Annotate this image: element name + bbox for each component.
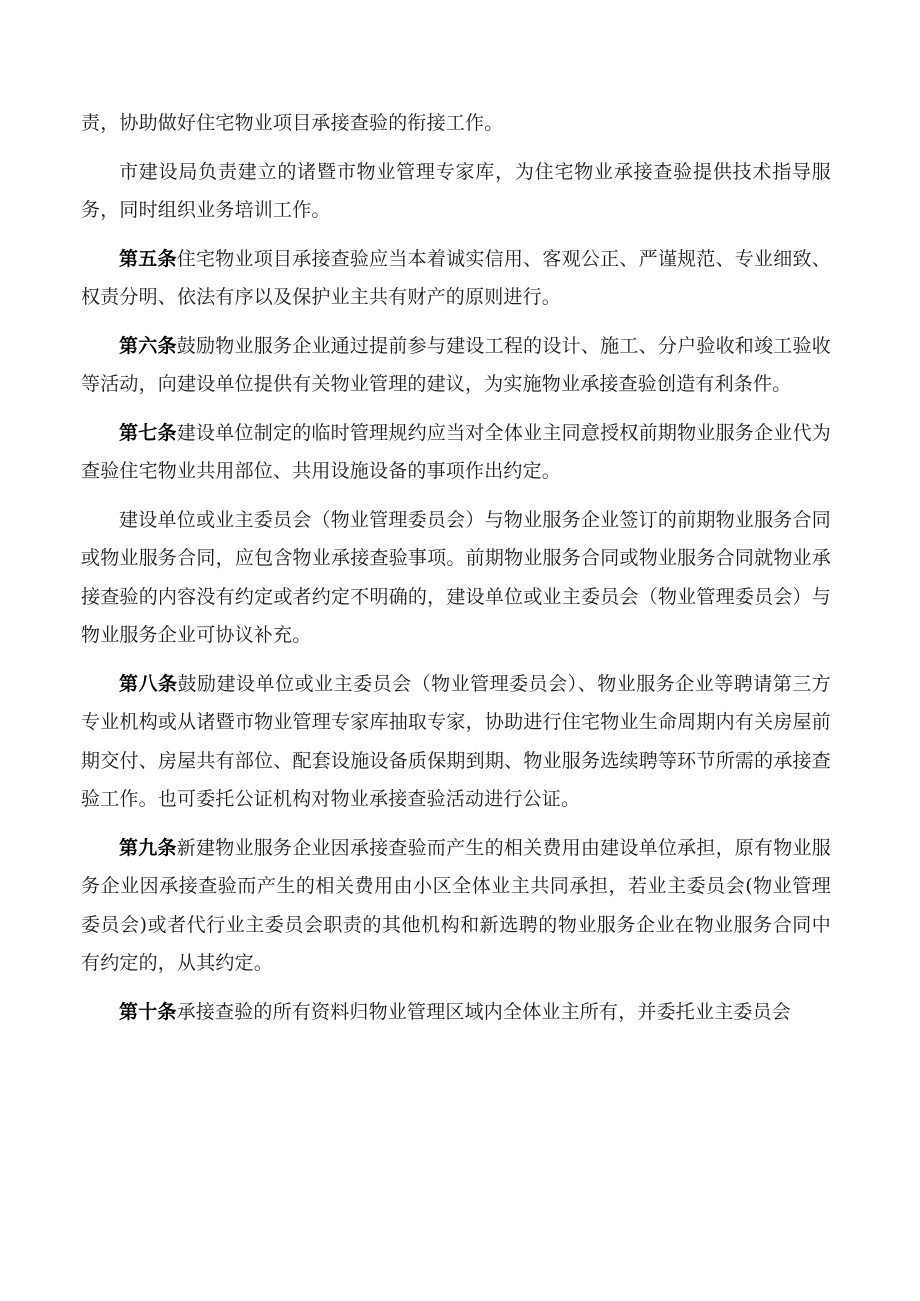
paragraph-expert-database — [81, 153, 831, 230]
article-5 — [81, 240, 831, 317]
article-number: 第八条 — [119, 672, 178, 695]
paragraph-continuation — [81, 104, 831, 143]
paragraph-text: 责，协助做好住宅物业项目承接查验的衔接工作。 — [81, 112, 504, 134]
article-8 — [81, 665, 831, 819]
article-6 — [81, 327, 831, 404]
article-9 — [81, 829, 831, 983]
paragraph-text: 承接查验的所有资料归物业管理区域内全体业主所有，并委托业主委员会 — [176, 1000, 792, 1023]
paragraph-text: 鼓励物业服务企业通过提前参与建设工程的设计、施工、分户验收和竣工验收等活动，向建设单位提供有关物业管理的建议，为实施物业承接查验创造有利条件。 — [81, 334, 831, 395]
article-7 — [81, 414, 831, 491]
paragraph-text: 建设单位或业主委员会（物业管理委员会）与物业服务企业签订的前期物业服务合同或物业服务合同，应包含物业承接查验事项。前期物业服务合同或物业服务合同就物业承接查验的内容没有约定或者约定不明确的，建设单位或业主委员会（物业管理委员会）与物业服务企业可协议补充。 — [81, 508, 831, 646]
paragraph-text: 建设单位制定的临时管理规约应当对全体业主同意授权前期物业服务企业代为查验住宅物业共用部位、共用设施设备的事项作出约定。 — [81, 421, 831, 482]
article-number: 第六条 — [119, 334, 177, 357]
article-number: 第九条 — [119, 836, 177, 859]
paragraph-text: 住宅物业项目承接查验应当本着诚实信用、客观公正、严谨规范、专业细致、权责分明、依法有序以及保护业主共有财产的原则进行。 — [81, 247, 831, 308]
document-body — [81, 104, 831, 1041]
paragraph-text: 新建物业服务企业因承接查验而产生的相关费用由建设单位承担，原有物业服务企业因承接查验而产生的相关费用由小区全体业主共同承担，若业主委员会(物业管理委员会)或者代行业主委员会职责的其他机构和新选聘的物业服务企业在物业服务合同中有约定的，从其约定。 — [81, 836, 831, 974]
article-number: 第七条 — [119, 421, 177, 444]
article-10 — [81, 993, 831, 1032]
paragraph-text: 市建设局负责建立的诸暨市物业管理专家库，为住宅物业承接查验提供技术指导服务，同时组织业务培训工作。 — [81, 160, 831, 221]
paragraph-text: 鼓励建设单位或业主委员会（物业管理委员会）、物业服务企业等聘请第三方专业机构或从诸暨市物业管理专家库抽取专家，协助进行住宅物业生命周期内有关房屋前期交付、房屋共有部位、配套设施设备质保期到期、物业服务选续聘等环节所需的承接查验工作。也可委托公证机构对物业承接查验活动进行公证。 — [81, 672, 831, 810]
article-7-clause-2 — [81, 501, 831, 655]
article-number: 第十条 — [119, 1000, 177, 1023]
article-number: 第五条 — [119, 247, 177, 270]
